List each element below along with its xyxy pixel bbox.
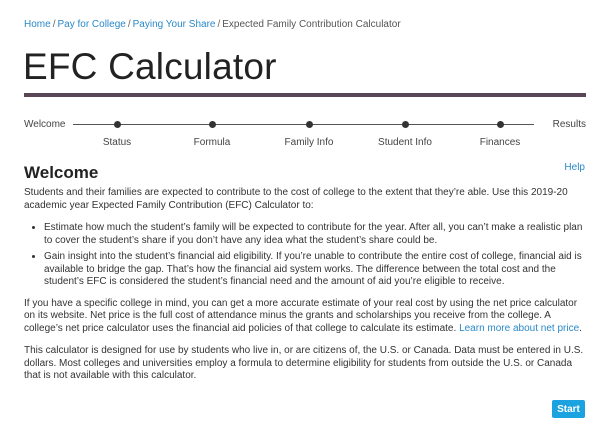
step-label-family-info: Family Info xyxy=(284,137,334,148)
progress-line xyxy=(73,124,534,125)
step-dot-formula xyxy=(209,121,216,128)
step-label-formula: Formula xyxy=(193,137,231,148)
page-title: EFC Calculator xyxy=(23,46,277,87)
step-dot-finances xyxy=(497,121,504,128)
step-label-student-info: Student Info xyxy=(378,137,432,148)
breadcrumb-separator: / xyxy=(127,19,131,30)
breadcrumb-link-home[interactable]: Home xyxy=(24,19,51,30)
help-link[interactable]: Help xyxy=(564,162,585,173)
list-item: • Gain insight into the student’s financial aid eligibility. If you’re unable to contribute the entire cost of college, financial aid is available to bridge the gap. That’s how the financial aid system works. The difference between the total cost and the student’s EFC is considered the student’s financial need and the amount of aid you’re eligible to receive. xyxy=(44,251,584,289)
step-label-status: Status xyxy=(102,137,132,148)
purpose-list xyxy=(44,222,584,289)
section-heading: Welcome xyxy=(24,163,99,182)
progress-steps xyxy=(24,115,586,155)
breadcrumb-current: Expected Family Contribution Calculator xyxy=(222,19,401,30)
step-start-label: Welcome xyxy=(24,119,66,130)
learn-more-net-price-link[interactable]: Learn more about net price xyxy=(459,322,580,334)
step-dot-student-info xyxy=(402,121,409,128)
net-price-paragraph xyxy=(24,298,584,336)
step-end-label: Results xyxy=(552,119,586,130)
step-dot-family-info xyxy=(306,121,313,128)
breadcrumb-separator: / xyxy=(217,19,221,30)
net-price-text: If you have a specific college in mind, you can get a more accurate estimate of your real cost by using the net price calculator on its website. Net price is the full cost of attendance minus the grants and scholarships you receive from the college. A college’s net price calculator uses the financial aid policies of that college to calculate its estimate. xyxy=(24,297,578,334)
intro-paragraph: Students and their families are expected to contribute to the cost of college to the extent that they’re able. Use this 2019-20 academic year Expected Family Contribution (EFC) Calculator to: xyxy=(24,187,568,211)
list-item: • Estimate how much the student’s family will be expected to contribute for the year. After all, you can’t make a realistic plan to cover the student’s share if you don’t have any idea what the student’s share could be. xyxy=(44,222,584,247)
breadcrumb-link-pay-for-college[interactable]: Pay for College xyxy=(57,19,126,30)
step-dot-status xyxy=(114,121,121,128)
breadcrumb xyxy=(24,19,401,30)
breadcrumb-separator: / xyxy=(52,19,56,30)
disclaimer-paragraph: This calculator is designed for use by students who live in, or are citizens of, the U.S. or Canada. Data must be entered in U.S. dollars. Most colleges and universities employ a formula to determine eligibility for students from outside the U.S. or Canada that is not available with this calculator. xyxy=(24,345,584,381)
welcome-content xyxy=(24,187,584,393)
breadcrumb-link-paying-your-share[interactable]: Paying Your Share xyxy=(132,19,216,30)
net-price-end: . xyxy=(579,322,582,334)
title-divider xyxy=(24,93,586,97)
step-label-finances: Finances xyxy=(479,137,521,148)
start-button[interactable]: Start xyxy=(552,400,585,418)
